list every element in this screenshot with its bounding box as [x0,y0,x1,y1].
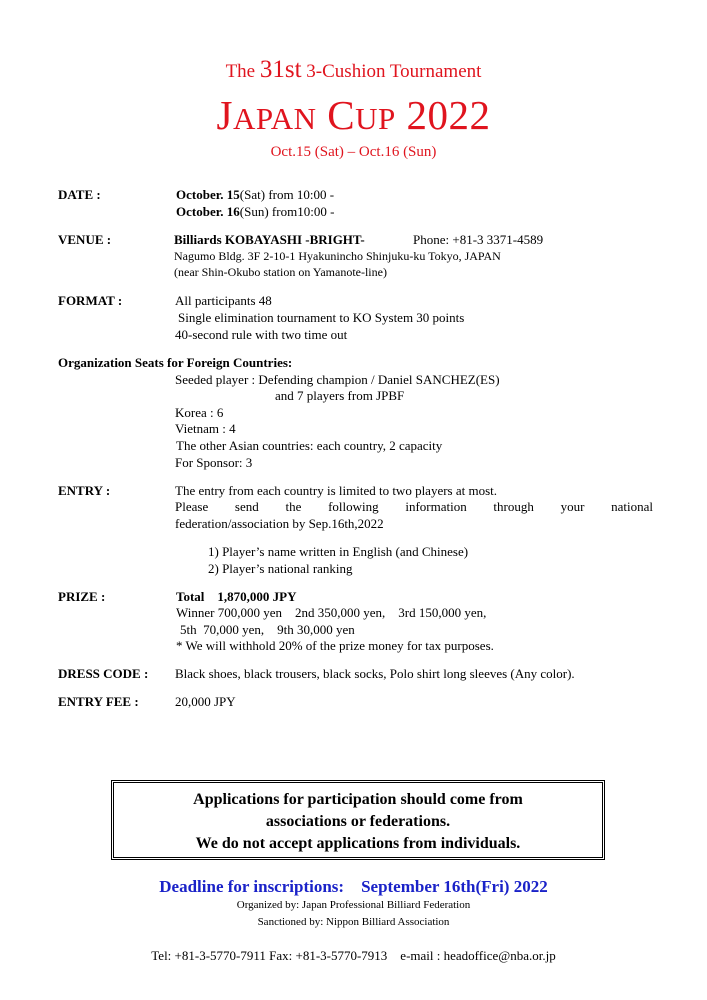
date-label: DATE : [58,187,101,202]
title-year: 2022 [406,92,491,138]
org-korea: Korea : 6 [175,405,224,420]
prize-label: PRIZE : [58,589,106,604]
edition-number: 31st [259,56,302,83]
entry-label: ENTRY : [58,483,111,498]
fee-value: 20,000 JPY [175,694,236,709]
org-seeded: Seeded player : Defending champion / Daniel SANCHEZ(ES) [175,372,500,387]
prize-note: * We will withhold 20% of the prize money for tax purposes. [176,638,494,653]
organized-by: Organized by: Japan Professional Billiard Federation [236,899,471,911]
format-line3: 40-second rule with two time out [175,327,348,342]
prize-line1: Winner 700,000 yen 2nd 350,000 yen, 3rd 150,000 yen, [176,605,487,620]
venue-near: (near Shin-Okubo station on Yamanote-line) [174,265,387,279]
venue-phone: Phone: +81-3 3371-4589 [413,232,544,247]
contact-info: Tel: +81-3-5770-7911 Fax: +81-3-5770-7913 e-mail : headoffice@nba.or.jp [151,948,556,963]
venue-label: VENUE : [58,232,112,247]
organization-heading: Organization Seats for Foreign Countries: [58,355,293,370]
event-dates: Oct.15 (Sat) – Oct.16 (Sun) [270,144,437,160]
subtitle-line [0,56,707,84]
format-label: FORMAT : [58,293,123,308]
prize-total: Total 1,870,000 JPY [176,589,297,604]
page-title: JAPAN CUP 2022 [216,92,491,138]
sanctioned-by: Sanctioned by: Nippon Billiard Association [257,916,450,928]
dress-value: Black shoes, black trousers, black socks, Polo shirt long sleeves (Any color). [175,666,575,681]
date-day2: October. 16(Sun) from10:00 - [176,204,335,219]
dress-label: DRESS CODE : [58,666,149,681]
org-jpbf: and 7 players from JPBF [275,388,405,403]
fee-label: ENTRY FEE : [58,694,139,709]
venue-address: Nagumo Bldg. 3F 2-10-1 Hyakunincho Shinjuku-ku Tokyo, JAPAN [174,249,501,263]
org-sponsor: For Sponsor: 3 [175,455,253,470]
notice-line3: We do not accept applications from individuals. [195,835,521,852]
entry-line2: Please send the following information through your national [175,499,653,514]
entry-line3: federation/association by Sep.16th,2022 [175,516,384,531]
notice-line2: associations or federations. [265,813,451,830]
org-other-asian: The other Asian countries: each country, 2 capacity [176,438,443,453]
subtitle-post: 3-Cushion Tournament [306,61,482,82]
prize-line2: 5th 70,000 yen, 9th 30,000 yen [180,622,355,637]
subtitle-pre: The [225,61,256,82]
date-day1: October. 15(Sat) from 10:00 - [176,187,335,202]
notice-box [111,780,605,860]
format-line2: Single elimination tournament to KO System 30 points [178,310,465,325]
venue-name: Billiards KOBAYASHI -BRIGHT- [174,232,365,247]
notice-line1: Applications for participation should come from [193,791,523,808]
entry-line1: The entry from each country is limited to two players at most. [175,483,498,498]
deadline: Deadline for inscriptions: September 16th(Fri) 2022 [159,877,548,896]
entry-item2: 2) Player’s national ranking [208,561,353,576]
entry-item1: 1) Player’s name written in English (and Chinese) [208,544,469,559]
org-vietnam: Vietnam : 4 [175,421,236,436]
format-line1: All participants 48 [175,293,272,308]
